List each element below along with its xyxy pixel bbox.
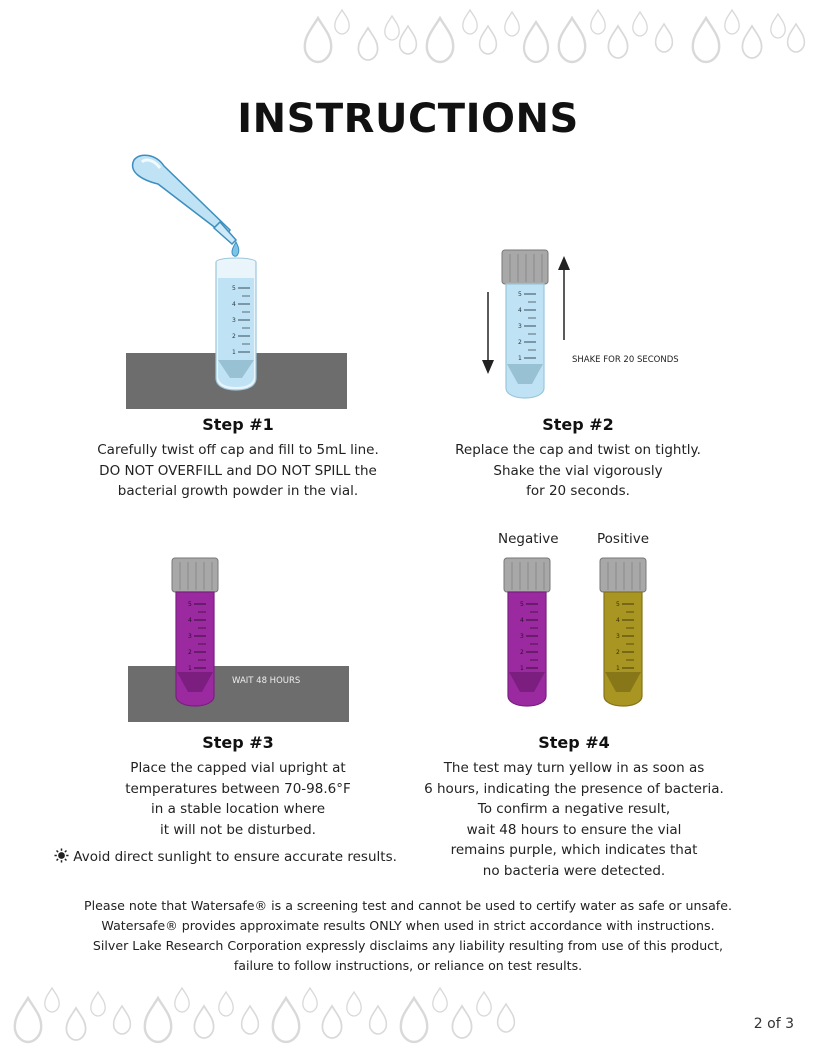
water-drop-icon — [524, 22, 548, 62]
vial-mark-label: 4 — [520, 617, 524, 624]
water-drop-icon — [45, 988, 59, 1012]
water-drop-icon — [219, 992, 233, 1016]
negative-label: Negative — [498, 531, 559, 547]
water-drop-icon — [608, 26, 627, 58]
vial-mark-label: 4 — [232, 301, 236, 308]
vial-mark-label: 4 — [188, 617, 192, 624]
vial-mark-label: 2 — [616, 649, 620, 656]
vial-mark-label: 2 — [232, 333, 236, 340]
vial-mark-label: 5 — [520, 601, 524, 608]
page-number: 2 of 3 — [753, 1016, 794, 1032]
water-drop-icon — [400, 26, 417, 54]
water-drop-icon — [385, 16, 399, 40]
vial-mark-label: 1 — [520, 665, 524, 672]
drop-pattern-top — [0, 0, 816, 80]
step4-title: Step #4 — [538, 733, 610, 752]
water-drop-icon — [194, 1006, 213, 1038]
vial-mark-label: 5 — [232, 285, 236, 292]
water-drop-icon — [303, 988, 317, 1012]
table-surface — [128, 666, 349, 722]
drop-pattern-bottom — [0, 976, 816, 1056]
water-drop-icon — [633, 12, 647, 36]
water-drop-icon — [693, 18, 719, 62]
vial-negative-purple — [504, 558, 550, 706]
step3-title: Step #3 — [202, 733, 274, 752]
vial-mark-label: 5 — [188, 601, 192, 608]
water-drop-icon — [480, 26, 497, 54]
water-drop-icon — [477, 992, 491, 1016]
step2-figure — [470, 248, 730, 408]
vial-mark-label: 4 — [518, 307, 522, 314]
vial-mark-label: 3 — [518, 323, 522, 330]
water-drop-icon — [114, 1006, 131, 1034]
vial-mark-label: 2 — [520, 649, 524, 656]
vial-positive-yellow — [600, 558, 646, 706]
water-drop-icon — [347, 992, 361, 1016]
water-drop-icon — [335, 10, 349, 34]
water-drop-icon — [433, 988, 447, 1012]
shake-label: SHAKE FOR 20 SECONDS — [572, 355, 679, 365]
water-drop-icon — [273, 998, 299, 1042]
vial-mark-label: 3 — [520, 633, 524, 640]
vial-mark-label: 2 — [518, 339, 522, 346]
step4-text: The test may turn yellow in as soon as 6 hours, indicating the presence of bacteria. To confirm a negative result, wait 48 hours to ensure the vial remains purple, which indicates that no bacteria were detected. — [424, 760, 724, 879]
water-drop-icon — [559, 18, 585, 62]
vial-mark-label: 1 — [232, 349, 236, 356]
vial-mark-label: 1 — [188, 665, 192, 672]
water-drop-icon — [91, 992, 105, 1016]
positive-label: Positive — [597, 531, 650, 547]
water-drop-icon — [505, 12, 519, 36]
vial-mark-label: 3 — [232, 317, 236, 324]
step2-text: Replace the cap and twist on tightly. Shake the vial vigorously for 20 seconds. — [455, 442, 701, 499]
water-drop-icon — [175, 988, 189, 1012]
step2-title: Step #2 — [542, 415, 614, 434]
vial-mark-label: 1 — [616, 665, 620, 672]
vial-mark-label: 3 — [188, 633, 192, 640]
water-drop-icon — [358, 28, 377, 60]
water-drop-icon — [771, 14, 785, 38]
water-drop-icon — [656, 24, 673, 52]
dropper-icon — [133, 155, 239, 256]
water-drop-icon — [15, 998, 41, 1042]
water-drop-icon — [322, 1006, 341, 1038]
vial-mark-label: 5 — [518, 291, 522, 298]
water-drop-icon — [591, 10, 605, 34]
vial-mark-label: 3 — [616, 633, 620, 640]
vial-open — [216, 258, 256, 390]
disclaimer: Please note that Watersafe® is a screening test and cannot be used to certify water as safe or unsafe. Watersafe® provides approximate results ONLY when used in strict accordance with instructions. Silver Lake Research Corporation expressly disclaims any liability resulting from use of this product, failure to follow instructions, or reliance on test results. — [84, 898, 732, 973]
step1-figure — [120, 150, 360, 410]
sunlight-note-text: Avoid direct sunlight to ensure accurate results. — [73, 849, 397, 865]
water-drop-icon — [742, 26, 761, 58]
water-drop-icon — [145, 998, 171, 1042]
sunlight-note — [54, 848, 397, 865]
step4-figure — [496, 556, 696, 716]
vial-mark-label: 5 — [616, 601, 620, 608]
vial-mark-label: 1 — [518, 355, 522, 362]
water-drop-icon — [788, 24, 805, 52]
water-drop-icon — [401, 998, 427, 1042]
step1-title: Step #1 — [202, 415, 274, 434]
page-title: INSTRUCTIONS — [237, 96, 579, 142]
water-drop-icon — [66, 1008, 85, 1040]
vial-mark-label: 4 — [616, 617, 620, 624]
water-drop-icon — [427, 18, 453, 62]
water-drop-icon — [452, 1006, 471, 1038]
vial-capped — [502, 250, 548, 398]
wait-label: WAIT 48 HOURS — [232, 676, 301, 686]
step3-figure — [120, 556, 360, 726]
water-drop-icon — [370, 1006, 387, 1034]
water-drop-icon — [498, 1004, 515, 1032]
sun-icon — [54, 848, 69, 863]
water-drop-icon — [305, 18, 331, 62]
step3-text: Place the capped vial upright at temperatures between 70-98.6°F in a stable location where it will not be disturbed. — [125, 760, 351, 838]
vial-mark-label: 2 — [188, 649, 192, 656]
water-drop-icon — [725, 10, 739, 34]
arrow-up-icon — [558, 256, 570, 340]
arrow-down-icon — [482, 292, 494, 374]
vial-purple — [172, 558, 218, 706]
water-drop-icon — [463, 10, 477, 34]
step1-text: Carefully twist off cap and fill to 5mL line. DO NOT OVERFILL and DO NOT SPILL the bacterial growth powder in the vial. — [97, 442, 379, 499]
water-drop-icon — [242, 1006, 259, 1034]
